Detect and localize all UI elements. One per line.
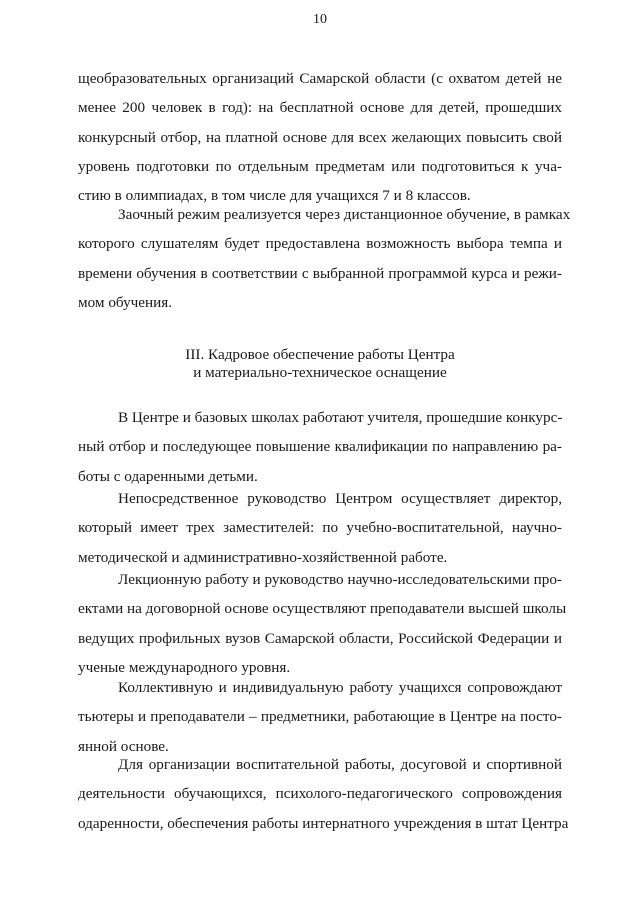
text-line: Лекционную работу и руководство научно-исследовательскими про- bbox=[118, 571, 562, 588]
text-line: янной основе. bbox=[78, 737, 169, 755]
paragraph-lecturers bbox=[78, 565, 567, 682]
text-line: методической и административно-хозяйственной работе. bbox=[78, 548, 448, 566]
section-heading-line: и материально-техническое оснащение bbox=[193, 364, 447, 381]
text-line: Заочный режим реализуется через дистанционное обучение, в рамках bbox=[118, 206, 571, 223]
text-line: В Центре и базовых школах работают учителя, прошедшие конкурс- bbox=[118, 409, 563, 426]
text-line: Непосредственное руководство Центром осуществляет директор, bbox=[118, 490, 562, 507]
text-line: стию в олимпиадах, в том числе для учащихся 7 и 8 классов. bbox=[78, 187, 471, 205]
text-line: мом обучения. bbox=[78, 293, 173, 311]
text-line: деятельности обучающихся, психолого-педагогического сопровождения bbox=[78, 785, 562, 803]
text-line: ектами на договорной основе осуществляют преподаватели высшей школы bbox=[78, 600, 567, 618]
text-line: уровень подготовки по отдельным предметам или подготовиться к уча- bbox=[78, 157, 562, 175]
text-line: менее 200 человек в год): на бесплатной основе для детей, прошедших bbox=[78, 99, 562, 117]
text-line: ный отбор и последующее повышение квалификации по направлению ра- bbox=[78, 438, 562, 456]
text-line: тьютеры и преподаватели – предметники, работающие в Центре на посто- bbox=[78, 708, 562, 726]
section-heading bbox=[0, 346, 640, 382]
text-line: Коллективную и индивидуальную работу учащихся сопровождают bbox=[118, 679, 562, 696]
text-line: времени обучения в соответствии с выбранной программой курса и режи- bbox=[78, 264, 562, 282]
text-line: щеобразовательных организаций Самарской области (с охватом детей не bbox=[78, 70, 562, 87]
paragraph-continuation bbox=[78, 64, 562, 210]
paragraph-teachers bbox=[78, 403, 562, 491]
text-line: ведущих профильных вузов Самарской области, Российской Федерации и bbox=[78, 629, 562, 647]
section-heading-line: III. Кадровое обеспечение работы Центра bbox=[185, 346, 455, 363]
paragraph-management bbox=[78, 484, 562, 572]
text-line: боты с одаренными детьми. bbox=[78, 467, 258, 485]
paragraph-distance-learning bbox=[78, 200, 571, 317]
text-line: Для организации воспитательной работы, досуговой и спортивной bbox=[118, 756, 562, 773]
text-line: ученые международного уровня. bbox=[78, 658, 291, 676]
paragraph-educational-work bbox=[78, 750, 569, 838]
text-line: который имеет трех заместителей: по учебно-воспитательной, научно- bbox=[78, 519, 562, 537]
text-line: одаренности, обеспечения работы интернатного учреждения в штат Центра bbox=[78, 814, 569, 832]
text-line: которого слушателям будет предоставлена возможность выбора темпа и bbox=[78, 235, 562, 253]
text-line: конкурсный отбор, на платной основе для всех желающих повысить свой bbox=[78, 128, 562, 146]
paragraph-tutors bbox=[78, 673, 562, 761]
page-number: 10 bbox=[313, 12, 327, 27]
